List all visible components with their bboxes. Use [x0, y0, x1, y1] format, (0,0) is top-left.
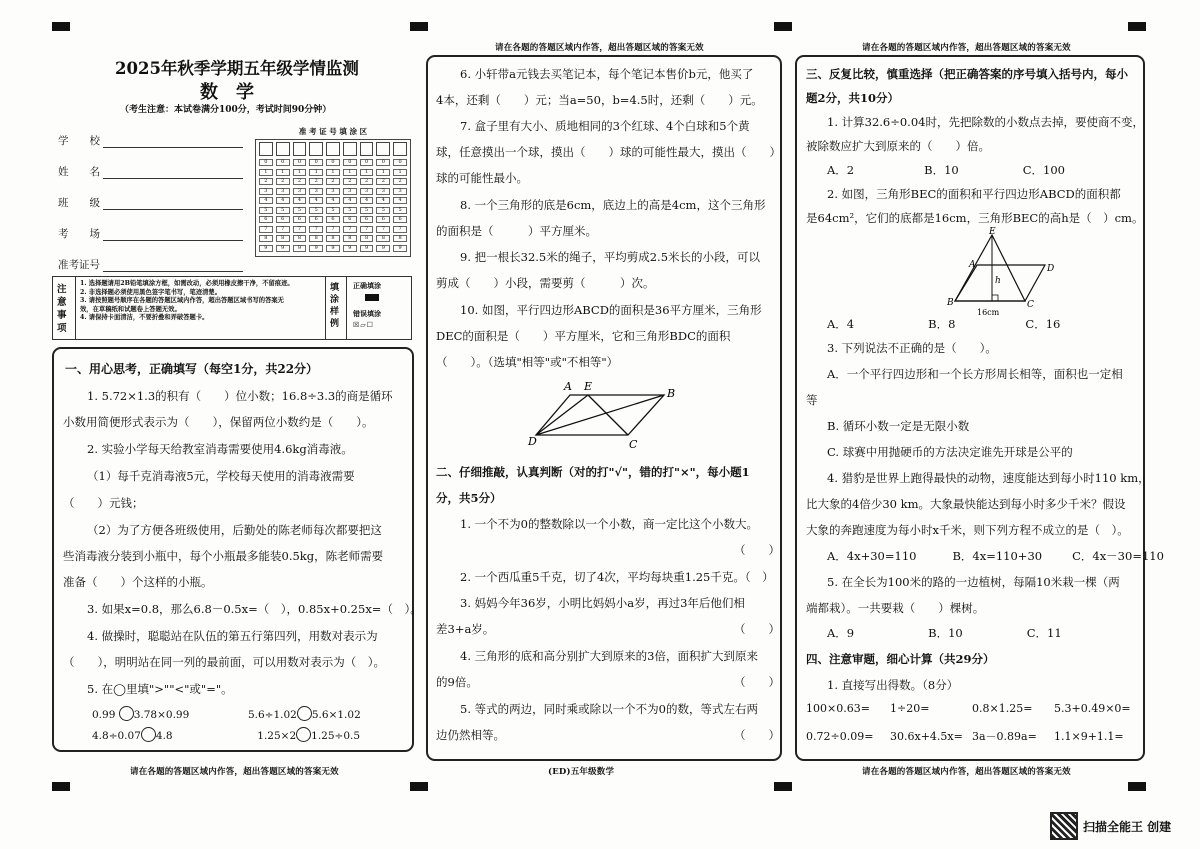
right-panel — [795, 55, 1164, 761]
compare-circle[interactable] — [296, 727, 311, 742]
id-bubble[interactable]: 7 — [360, 226, 374, 233]
section-one-panel — [52, 347, 422, 752]
judge-q4-line2: 的9倍。 — [436, 675, 478, 689]
fill-example-label: 填涂样例 — [330, 283, 340, 329]
id-bubble[interactable]: 3 — [293, 188, 307, 195]
id-bubble[interactable]: 9 — [326, 245, 340, 252]
id-bubble[interactable]: 3 — [343, 188, 357, 195]
id-bubble[interactable]: 6 — [293, 216, 307, 223]
name-field[interactable]: 姓 名 — [58, 164, 258, 195]
id-bubble[interactable]: 7 — [309, 226, 323, 233]
id-bubble[interactable]: 2 — [309, 178, 323, 185]
choice-q3-b: B. 循环小数一定是无限小数 — [827, 419, 970, 433]
label-c: C — [629, 438, 638, 451]
id-bubble[interactable]: 0 — [259, 159, 273, 166]
choice-q3-a-line2: 等 — [806, 393, 818, 407]
id-bubble[interactable]: 2 — [343, 178, 357, 185]
id-bubble[interactable]: 4 — [343, 197, 357, 204]
id-bubble[interactable]: 1 — [343, 169, 357, 176]
judge-q3-line1: 3. 妈妈今年36岁，小明比妈妈小a岁，再过3年后他们相 — [460, 596, 745, 610]
id-bubble[interactable]: 5 — [376, 207, 390, 214]
compare-row: 0.99 3.78×0.99 5.6÷1.02 5.6×1.02 — [92, 706, 412, 721]
section-four-title: 四、注意审题，细心计算（共29分） — [806, 652, 995, 666]
q4-line2: （ ），明明站在同一列的最前面，可以用数对表示为（ ）。 — [63, 655, 385, 669]
registration-mark — [1128, 782, 1146, 791]
id-bubble[interactable]: 0 — [393, 159, 407, 166]
header-note: 请在各题的答题区域内作答，超出答题区域的答案无效 — [495, 43, 704, 53]
q5-line: 5. 在◯里填">""<"或"="。 — [87, 682, 233, 696]
id-bubble[interactable]: 4 — [276, 197, 290, 204]
label-b: B — [667, 387, 676, 400]
id-bubble[interactable]: 2 — [360, 178, 374, 185]
choice-q4-line1: 4. 猎豹是世界上跑得最快的动物，速度能达到每小时110 km， — [827, 471, 1150, 485]
id-bubble[interactable]: 8 — [259, 235, 273, 242]
q10-line2: DEC的面积是（ ）平方厘米，它和三角形BDC的面积 — [436, 329, 731, 343]
registration-mark — [1128, 22, 1146, 31]
id-bubble[interactable]: 8 — [293, 235, 307, 242]
id-bubble[interactable]: 5 — [293, 207, 307, 214]
id-bubble[interactable]: 6 — [393, 216, 407, 223]
room-field[interactable]: 考 场 — [58, 226, 258, 257]
choice-q1-line2: 被除数应扩大到原来的（ ）倍。 — [806, 139, 990, 153]
exam-note: （考生注意：本试卷满分100分，考试时间90分钟） — [120, 105, 332, 115]
id-fill-area — [255, 126, 411, 266]
id-bubble[interactable]: 4 — [309, 197, 323, 204]
section-three-title: 三、反复比较，慎重选择（把正确答案的序号填入括号内，每小 — [806, 67, 1128, 81]
id-bubble[interactable]: 4 — [393, 197, 407, 204]
choice-q5-options: A．9 B．10 C．11 — [827, 626, 1062, 640]
class-field[interactable]: 班 级 — [58, 195, 258, 226]
id-bubble[interactable]: 2 — [259, 178, 273, 185]
id-bubble[interactable]: 8 — [393, 235, 407, 242]
registration-mark — [52, 22, 70, 31]
id-bubble[interactable]: 1 — [376, 169, 390, 176]
choice-q3-a-line1: A．一个平行四边形和一个长方形周长相等，面积也一定相 — [827, 367, 1123, 381]
triangle-parallelogram-figure — [945, 227, 1065, 317]
q7-line3: 球的可能性最小。 — [436, 171, 528, 185]
choice-q2-line1: 2. 如图，三角形BEC的面积和平行四边形ABCD的面积都 — [827, 187, 1121, 201]
id-bubble[interactable]: 1 — [326, 169, 340, 176]
choice-q4-line3: 大象的奔跑速度为每小时x千米，则下列方程不成立的是（ ）。 — [806, 523, 1129, 537]
filled-bubble-icon — [365, 294, 379, 301]
compare-circle[interactable] — [297, 706, 312, 721]
notice-label: 注意事项 — [57, 284, 67, 334]
id-bubble[interactable]: 9 — [376, 245, 390, 252]
id-bubble[interactable]: 3 — [376, 188, 390, 195]
id-bubble[interactable]: 1 — [276, 169, 290, 176]
middle-panel — [426, 55, 782, 761]
id-bubble[interactable]: 8 — [309, 235, 323, 242]
id-area-title: 准 考 证 号 填 涂 区 — [298, 127, 368, 136]
q3-line: 3. 如果x=0.8，那么6.8－0.5x=（ ），0.85x+0.25x=（ ）。 — [87, 602, 422, 616]
q2-line1: 2. 实验小学每天给教室消毒需要使用4.6kg消毒液。 — [87, 442, 353, 456]
id-bubble[interactable]: 9 — [259, 245, 273, 252]
id-bubble[interactable]: 0 — [293, 159, 307, 166]
registration-mark — [774, 782, 792, 791]
choice-q1-options: A．2 B．10 C．100 — [827, 163, 1065, 177]
id-bubble[interactable]: 5 — [343, 207, 357, 214]
id-bubble[interactable]: 3 — [360, 188, 374, 195]
id-bubble[interactable]: 6 — [360, 216, 374, 223]
id-bubble[interactable]: 1 — [360, 169, 374, 176]
q9-line1: 9. 把一根长32.5米的绳子，平均剪成2.5米长的小段，可以 — [460, 250, 761, 264]
section-two-title-cont: 分，共5分） — [436, 491, 502, 505]
id-bubble[interactable]: 4 — [259, 197, 273, 204]
id-bubble[interactable]: 4 — [326, 197, 340, 204]
id-bubble[interactable]: 3 — [309, 188, 323, 195]
id-bubble[interactable]: 0 — [309, 159, 323, 166]
choice-q1-line1: 1. 计算32.6÷0.04时，先把除数的小数点去掉，要使商不变， — [827, 115, 1144, 129]
judge-q4-line1: 4. 三角形的底和高分别扩大到原来的3倍，面积扩大到原来 — [460, 649, 758, 663]
judge-q3-answer[interactable]: （ ） — [734, 622, 780, 636]
id-bubble[interactable]: 6 — [276, 216, 290, 223]
id-bubble[interactable]: 5 — [259, 207, 273, 214]
id-bubble[interactable]: 3 — [276, 188, 290, 195]
subject-title: 数 学 — [200, 82, 254, 103]
judge-q3-line2: 差3+a岁。 — [436, 622, 495, 636]
id-bubble[interactable]: 5 — [326, 207, 340, 214]
footer-note: 请在各题的答题区域内作答，超出答题区域的答案无效 — [130, 767, 339, 777]
id-bubble[interactable]: 4 — [376, 197, 390, 204]
id-bubble[interactable]: 0 — [343, 159, 357, 166]
id-bubble[interactable]: 4 — [293, 197, 307, 204]
exam-number-field[interactable]: 准考证号 — [58, 257, 258, 288]
choice-q2-line2: 是64cm²，它们的底都是16cm，三角形BEC的高h是（ ）cm。 — [806, 211, 1144, 225]
id-bubble[interactable]: 9 — [343, 245, 357, 252]
id-bubble[interactable]: 6 — [326, 216, 340, 223]
qr-code-icon — [1050, 812, 1078, 840]
id-bubble[interactable]: 3 — [259, 188, 273, 195]
id-bubble[interactable]: 9 — [276, 245, 290, 252]
judge-q1: 1. 一个不为0的整数除以一个小数，商一定比这个小数大。 — [460, 517, 758, 531]
id-bubble[interactable]: 8 — [360, 235, 374, 242]
id-bubble[interactable]: 7 — [376, 226, 390, 233]
id-bubble[interactable]: 6 — [343, 216, 357, 223]
choice-q5-line1: 5. 在全长为100米的路的一边植树，每隔10米栽一棵（两 — [827, 575, 1120, 589]
id-bubble[interactable]: 9 — [393, 245, 407, 252]
q2-part1-line1: （1）每千克消毒液5元，学校每天使用的消毒液需要 — [87, 469, 355, 483]
label-b: B — [947, 298, 954, 308]
student-info-fields — [58, 133, 258, 288]
q9-line2: 剪成（ ）小段，需要剪（ ）次。 — [436, 276, 655, 290]
id-bubble[interactable]: 5 — [393, 207, 407, 214]
id-bubble[interactable]: 7 — [393, 226, 407, 233]
notice-list: 1. 选择题请用2B铅笔填涂方框，如需改动，必须用橡皮擦干净，不留痕迹。 2. 非选择题必须使用黑色签字笔书写，笔迹清楚。 3. 请按照题号顺序在各题的答题区域内作答，超出答题区域书写的答案无效，在草稿纸和试题卷上答题无效。 4. 请保持卡面清洁，不要折叠和弄破答题卡。 — [80, 280, 294, 321]
id-bubble[interactable]: 4 — [360, 197, 374, 204]
scanner-watermark: 扫描全能王 创建 — [1083, 820, 1172, 834]
q4-line1: 4. 做操时，聪聪站在队伍的第五行第四列，用数对表示为 — [87, 629, 378, 643]
q6-line1: 6. 小轩带a元钱去买笔记本，每个笔记本售价b元，他买了 — [460, 67, 754, 81]
judge-q5-answer[interactable]: （ ） — [734, 728, 780, 742]
label-c: C — [1027, 300, 1034, 310]
label-d: D — [528, 435, 537, 448]
calc-subtitle: 1. 直接写出得数。（8分） — [827, 678, 959, 692]
label-base: 16cm — [977, 308, 1000, 317]
q7-line1: 7. 盒子里有大小、质地相同的3个红球、4个白球和5个黄 — [460, 119, 750, 133]
id-bubble[interactable]: 5 — [309, 207, 323, 214]
id-bubble[interactable]: 1 — [293, 169, 307, 176]
id-bubble[interactable]: 3 — [393, 188, 407, 195]
id-bubble[interactable]: 5 — [276, 207, 290, 214]
id-bubble[interactable]: 8 — [276, 235, 290, 242]
id-bubble[interactable]: 8 — [343, 235, 357, 242]
notice-box — [52, 276, 412, 340]
judge-q1-answer[interactable]: （ ） — [734, 543, 780, 557]
id-bubble[interactable]: 7 — [293, 226, 307, 233]
id-bubble[interactable]: 8 — [326, 235, 340, 242]
id-bubble[interactable]: 7 — [343, 226, 357, 233]
judge-q5-line2: 边仍然相等。 — [436, 728, 505, 742]
parallelogram-figure — [528, 375, 678, 453]
footer-mid: (ED)五年级数学 — [548, 767, 615, 777]
judge-q4-answer[interactable]: （ ） — [734, 675, 780, 689]
id-bubble[interactable]: 1 — [309, 169, 323, 176]
label-h: h — [995, 276, 1001, 286]
choice-q4-options: A．4x+30=110 B．4x=110+30 C．4x－30=110 — [827, 549, 1164, 563]
id-bubble[interactable]: 1 — [393, 169, 407, 176]
id-bubble[interactable]: 6 — [376, 216, 390, 223]
q8-line1: 8. 一个三角形的底是6cm，底边上的高是4cm，这个三角形 — [460, 198, 766, 212]
fill-wrong-label: 错误填涂 — [353, 309, 381, 318]
wrong-bubble-icons: ☒▱☐ — [353, 321, 374, 329]
label-d: D — [1047, 264, 1055, 274]
section-one-title: 一、用心思考，正确填写（每空1分，共22分） — [65, 362, 319, 376]
exam-title: 2025年秋季学期五年级学情监测 — [115, 59, 359, 78]
choice-q3: 3. 下列说法不正确的是（ ）。 — [827, 341, 997, 355]
choice-q4-line2: 比大象的4倍少30 km。大象最快能达到每小时多少千米？假设 — [806, 497, 1126, 511]
q8-line2: 的面积是（ ）平方厘米。 — [436, 224, 597, 238]
id-bubble[interactable]: 0 — [326, 159, 340, 166]
calc-row: 0.72÷0.09= 30.6x+4.5x= 3a－0.89a= 1.1×9+1.1= — [806, 730, 1124, 743]
judge-q2: 2. 一个西瓜重5千克，切了4次，平均每块重1.25千克。（ ） — [460, 570, 774, 584]
footer-note: 请在各题的答题区域内作答，超出答题区域的答案无效 — [862, 767, 1071, 777]
q6-line2: 4本，还剩（ ）元；当a=50，b=4.5时，还剩（ ）元。 — [436, 93, 763, 107]
q2-part1-line2: （ ）元钱； — [63, 496, 144, 510]
section-two-title: 二、仔细推敲，认真判断（对的打"√"，错的打"×"，每小题1 — [436, 465, 750, 479]
id-bubble[interactable]: 6 — [309, 216, 323, 223]
registration-mark — [410, 782, 428, 791]
q2-part2-line1: （2）为了方便各班级使用，后勤处的陈老师每次都要把这 — [87, 523, 382, 537]
q10-line1: 10. 如图，平行四边形ABCD的面积是36平方厘米，三角形 — [460, 303, 762, 317]
id-bubble[interactable]: 6 — [259, 216, 273, 223]
id-bubble[interactable]: 9 — [360, 245, 374, 252]
id-bubble[interactable]: 1 — [259, 169, 273, 176]
id-bubble[interactable]: 0 — [276, 159, 290, 166]
q7-line2: 球，任意摸出一个球，摸出（ ）球的可能性最大，摸出（ ） — [436, 145, 781, 159]
school-field[interactable]: 学 校 — [58, 133, 258, 164]
label-e: E — [584, 380, 593, 393]
id-bubble[interactable]: 0 — [360, 159, 374, 166]
id-bubble[interactable]: 0 — [376, 159, 390, 166]
choice-q3-c: C. 球赛中用抛硬币的方法决定谁先开球是公平的 — [827, 445, 1073, 459]
q2-part2-line3: 准备（ ）个这样的小瓶。 — [63, 575, 213, 589]
q1-line1: 1. 5.72×1.3的积有（ ）位小数；16.8÷3.3的商是循环 — [87, 389, 393, 403]
fill-correct-label: 正确填涂 — [353, 281, 381, 290]
id-bubble[interactable]: 2 — [376, 178, 390, 185]
q2-part2-line2: 些消毒液分装到小瓶中，每个小瓶最多能装0.5kg，陈老师需要 — [63, 549, 384, 563]
section-three-title-cont: 题2分，共10分） — [806, 91, 900, 105]
compare-circle[interactable] — [141, 727, 156, 742]
choice-q5-line2: 端都栽）。一共要栽（ ）棵树。 — [806, 601, 985, 615]
judge-q5-line1: 5. 等式的两边，同时乘或除以一个不为0的数，等式左右两 — [460, 702, 758, 716]
registration-mark — [410, 22, 428, 31]
id-bubble[interactable]: 2 — [293, 178, 307, 185]
id-bubble[interactable]: 3 — [326, 188, 340, 195]
choice-q2-options: A．4 B．8 C．16 — [827, 317, 1061, 331]
id-bubble-grid[interactable] — [255, 139, 411, 257]
id-bubble[interactable]: 7 — [259, 226, 273, 233]
id-bubble[interactable]: 9 — [309, 245, 323, 252]
header-note: 请在各题的答题区域内作答，超出答题区域的答案无效 — [862, 43, 1071, 53]
id-bubble[interactable]: 2 — [326, 178, 340, 185]
id-bubble[interactable]: 7 — [326, 226, 340, 233]
label-a: A — [564, 380, 572, 393]
label-e: E — [989, 227, 996, 237]
label-a: A — [969, 260, 976, 270]
compare-row: 4.8÷0.07 4.8 1.25×2 1.25÷0.5 — [92, 727, 412, 742]
registration-mark — [774, 22, 792, 31]
q1-line2: 小数用简便形式表示为（ ），保留两位小数约是（ ）。 — [63, 415, 374, 429]
id-bubble[interactable]: 2 — [276, 178, 290, 185]
q10-line3: （ ）。（选填"相等"或"不相等"） — [436, 355, 619, 369]
id-bubble[interactable]: 7 — [276, 226, 290, 233]
id-bubble[interactable]: 8 — [376, 235, 390, 242]
calc-row: 100×0.63= 1÷20= 0.8×1.25= 5.3+0.49×0= — [806, 702, 1131, 715]
id-bubble[interactable]: 2 — [393, 178, 407, 185]
id-bubble[interactable]: 5 — [360, 207, 374, 214]
id-bubble[interactable]: 9 — [293, 245, 307, 252]
registration-mark — [52, 782, 70, 791]
compare-circle[interactable] — [119, 706, 134, 721]
